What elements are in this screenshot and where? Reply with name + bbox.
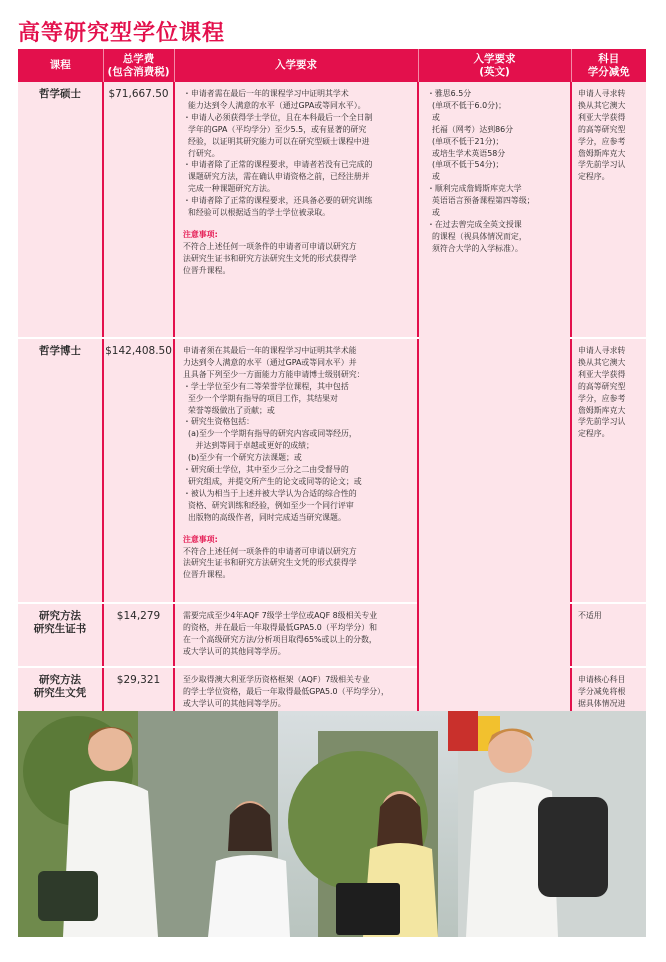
table-header-row [18, 49, 646, 82]
note-line: 法研究生证书和研究方法研究生文凭的形式获得学 [183, 253, 357, 263]
english-requirement-line: ・雅思6.5分 [427, 89, 472, 98]
english-requirement-line: (单项不低于21分)； [427, 136, 504, 146]
requirement-line: 完成一种课题研究方法。 [183, 184, 275, 194]
english-requirement-line: 须符合大学的入学标准）。 [427, 243, 523, 253]
requirement-line: 和经验可以根据适当的学士学位被录取。 [183, 208, 331, 218]
english-requirement-line: 或 [427, 112, 440, 122]
requirement-line: 经验，以证明其研究能力可以在研究型硕士课程中进 [183, 136, 370, 146]
credit-line: 定程序。 [578, 429, 610, 439]
requirement-line: ・学士学位至少有二等荣誉学位课程，其中包括 [183, 381, 349, 391]
course-name: 研究方法 [39, 610, 81, 622]
requirement-line: 且具备下列至少一方面能力方能申请博士级别研究： [183, 369, 365, 379]
requirement-line: ・被认为相当于上述并被大学认为合适的综合性的 [183, 488, 357, 498]
english-requirement-line: ・顺利完成詹姆斯库克大学 [427, 184, 522, 194]
requirement-line: 研究组成，并提交所产生的论文或同等的论文；或 [183, 476, 362, 486]
credit-line: 申请核心科目 [578, 675, 626, 684]
requirement-line: 申请者须在其最后一年的课程学习中证明其学术能 [183, 346, 357, 355]
header-fee: 总学费 (包含消费税) [103, 49, 174, 82]
requirement-line: 并达到等同于卓越或更好的成绩； [183, 441, 314, 451]
note-line: 不符合上述任何一项条件的申请者可申请以研究方 [183, 241, 357, 251]
credit-line: 的高等研究型 [578, 124, 626, 134]
requirement-line: 学年的GPA（平均学分）至少5.5，或有显著的研究 [183, 124, 367, 134]
english-requirement-line: (单项不低于6.0分)； [427, 100, 506, 110]
note-title: 注意事项: [183, 534, 218, 544]
course-table [18, 49, 646, 732]
requirement-line: ・申请者除了正常的课程要求，申请者若没有已完成的 [183, 160, 373, 170]
course-fee: $29,321 [103, 667, 174, 731]
credit-line: 利亚大学获得 [578, 369, 626, 379]
requirement-line: 需要完成至少4年AQF 7级学士学位或AQF 8级相关专业 [183, 611, 378, 620]
english-requirement-line: 英语语言预备课程第四等级； [427, 196, 535, 206]
credit-line: 的高等研究型 [578, 381, 626, 391]
note-line: 不符合上述任何一项条件的申请者可申请以研究方 [183, 546, 357, 556]
course-name-cell [18, 603, 103, 667]
note-title: 注意事项: [183, 229, 218, 239]
credit-line: 詹姆斯库克大 [578, 148, 626, 158]
requirements-cell [174, 82, 418, 338]
course-name-cell [18, 82, 103, 338]
students-photo-image [18, 711, 646, 937]
requirement-line: ・申请人必须获得学士学位，且在本科最后一个全日制 [183, 112, 373, 122]
credit-cell [571, 82, 646, 338]
requirement-line: 的学士学位资格，最后一年取得最低GPA5.0（平均学分）， [183, 686, 389, 696]
english-requirement-line: 的课程（视具体情况而定， [427, 231, 527, 241]
requirement-line: ・申请者需在最后一年的课程学习中证明其学术 [183, 89, 349, 98]
note-line: 位晋升课程。 [183, 265, 231, 275]
english-requirement-line: 或培生学术英语58分 [427, 148, 506, 158]
requirement-line: ・研究硕士学位，其中至少三分之二由受督导的 [183, 465, 349, 475]
credit-line: 申请人寻求转 [578, 346, 626, 355]
note-line: 位晋升课程。 [183, 570, 231, 580]
credit-line: 学分，应参考 [578, 136, 626, 146]
requirement-line: (a)至少一个学期有指导的研究内容或同等经历， [183, 429, 357, 439]
header-english-requirements: 入学要求 (英文) [418, 49, 571, 82]
credit-line: 换从其它澳大 [578, 100, 626, 110]
requirements-cell [174, 603, 418, 667]
english-requirements-cell [418, 82, 571, 731]
note-line: 法研究生证书和研究方法研究生文凭的形式获得学 [183, 558, 357, 568]
requirement-line: ・申请者除了正常的课程要求，还具备必要的研究训练 [183, 196, 373, 206]
requirement-line: 行研究。 [183, 148, 220, 158]
credit-line: 詹姆斯库克大 [578, 405, 626, 415]
header-credit: 科目 学分减免 [571, 49, 646, 82]
english-requirement-line: ・在过去曾完成全英文授课 [427, 219, 522, 229]
table-body [18, 82, 646, 731]
requirement-line: 在一个高级研究方法/分析项目取得65%或以上的分数， [183, 634, 377, 644]
english-requirement-line: 或 [427, 208, 440, 218]
requirement-line: 的资格，并在最后一年取得最低GPA5.0（平均学分）和 [183, 622, 378, 632]
english-requirement-line: 或 [427, 172, 440, 182]
credit-line: 利亚大学获得 [578, 112, 626, 122]
course-name: 研究生证书 [33, 623, 87, 635]
course-name: 哲学硕士 [39, 88, 81, 100]
credit-cell [571, 603, 646, 667]
credit-line: 申请人寻求转 [578, 89, 626, 98]
credit-line: 定程序。 [578, 172, 610, 182]
credit-line: 学分减免将根 [578, 686, 626, 696]
course-fee: $142,408.50 [103, 338, 174, 603]
requirement-line: 或大学认可的其他同等学历。 [183, 646, 286, 656]
credit-cell [571, 338, 646, 603]
table-row [18, 82, 646, 338]
credit-line: 学先前学习认 [578, 417, 626, 427]
credit-line: 学分，应参考 [578, 393, 626, 403]
course-fee: $71,667.50 [103, 82, 174, 338]
course-name: 研究方法 [39, 674, 81, 686]
requirement-line: 荣誉等级做出了贡献；或 [183, 405, 275, 415]
english-requirement-line: 托福（网考）达到86分 [427, 124, 514, 134]
requirement-line: 至少一个学期有指导的项目工作，其结果对 [183, 393, 338, 403]
students-photo [18, 711, 646, 937]
requirement-line: ・研究生资格包括： [183, 417, 255, 427]
course-name: 哲学博士 [39, 345, 81, 357]
english-requirement-line: (单项不低于54分)； [427, 160, 504, 170]
header-requirements: 入学要求 [174, 49, 418, 82]
credit-line: 学先前学习认 [578, 160, 626, 170]
credit-line: 不适用 [578, 611, 602, 620]
requirement-line: (b)至少有一个研究方法课题；或 [183, 453, 302, 463]
credit-line: 换从其它澳大 [578, 357, 626, 367]
course-name-cell [18, 338, 103, 603]
page-title: 高等研究型学位课程 [18, 21, 226, 46]
credit-line: 据具体情况进 [578, 698, 626, 708]
requirements-cell [174, 338, 418, 603]
course-fee: $14,279 [103, 603, 174, 667]
requirement-line: 资格、研究训练和经验，例如至少一个同行评审 [183, 500, 354, 510]
requirement-line: 至少取得澳大利亚学历资格框架（AQF）7级相关专业 [183, 675, 370, 684]
requirement-line: 或大学认可的其他同等学历。 [183, 698, 286, 708]
requirement-line: 出版物的高级作者，同时完成适当研究课题。 [183, 512, 346, 522]
requirement-line: 力达到令人满意的水平（通过GPA或等同水平）并 [183, 357, 357, 367]
requirement-line: 课题研究方法，需在确认申请资格之前，已经注册并 [183, 172, 370, 182]
header-course: 课程 [18, 49, 103, 82]
course-name: 研究生文凭 [33, 687, 87, 699]
requirement-line: 能力达到令人满意的水平（通过GPA或等同水平）。 [183, 100, 366, 110]
